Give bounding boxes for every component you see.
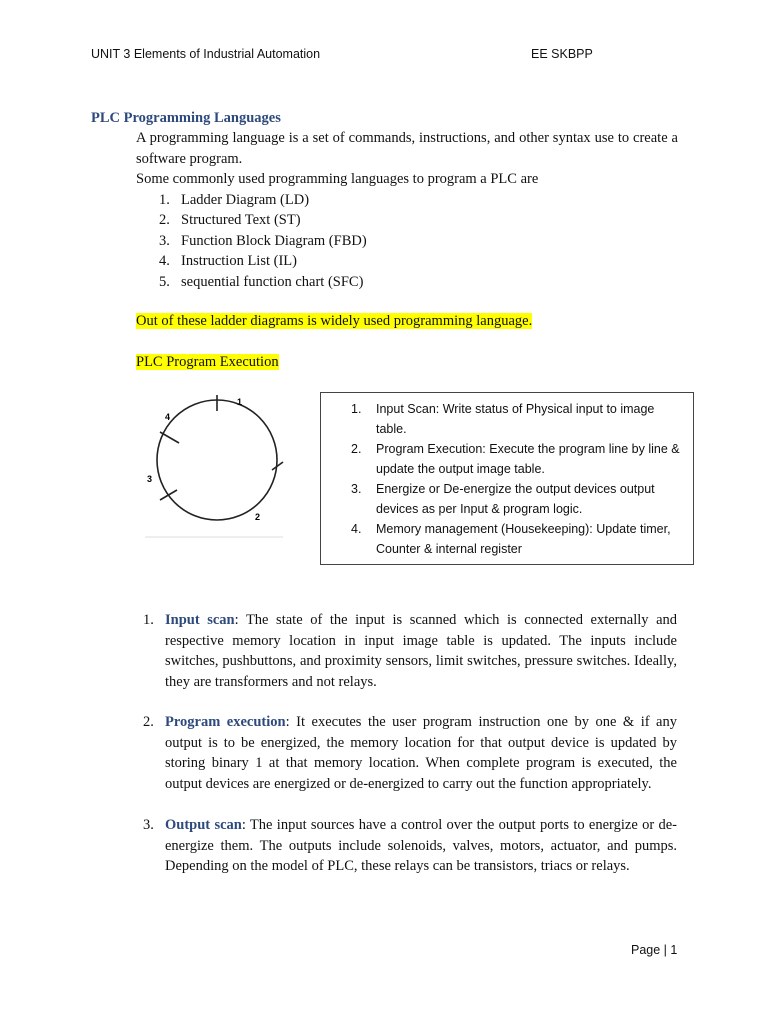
list-number: 2.: [143, 714, 154, 730]
execution-title-text: PLC Program Execution: [136, 354, 279, 370]
list-number: 2.: [159, 212, 170, 228]
list-number: 5.: [159, 273, 170, 290]
execution-title: [136, 354, 279, 371]
list-item-label: Energize or De-energize the output devices output devices as per Input & program logic.: [376, 482, 655, 516]
list-item: [351, 399, 686, 439]
tick-mark-3: [160, 490, 177, 500]
scan-cycle-diagram: [145, 392, 285, 538]
diagram-label-1: 1: [237, 397, 243, 407]
diagram-label-3: 3: [147, 474, 153, 484]
list-number: 1.: [143, 612, 154, 628]
list-number: 2.: [351, 442, 362, 456]
list-number: 1.: [159, 191, 170, 208]
list-item: [351, 479, 686, 519]
scan-steps-list: [351, 399, 686, 559]
detail-text: : It executes the user program instruction one by one & if any output is to be energized, the memory location for that output device is updated by storing binary 1 at that memory location. When complete program is executed, the output devices are energized or de-energized to carry out the function appropriately.: [165, 714, 677, 792]
detail-text: : The state of the input is scanned which is connected externally and respective memory location in input image table is updated. The inputs include switches, pushbuttons, and proximity sensors, limit switches, pressure switches. Ideally, they are transformers and not relays.: [165, 612, 677, 690]
header-author: EE SKBPP: [531, 47, 593, 61]
header-unit-title: UNIT 3 Elements of Industrial Automation: [91, 47, 321, 61]
list-number: 1.: [351, 402, 362, 416]
highlight-note-text: Out of these ladder diagrams is widely used programming language.: [136, 313, 533, 329]
detail-text: : The input sources have a control over the output ports to energize or de-energize them. The outputs include solenoids, valves, motors, actuator, and pumps. Depending on the model of PLC, these relays can be transistors, triacs or relays.: [165, 817, 677, 874]
detail-term: Program execution: [165, 714, 286, 730]
detail-term: Input scan: [165, 612, 235, 628]
detail-term: Output scan: [165, 817, 242, 833]
lead-paragraph: Some commonly used programming languages to program a PLC are: [136, 171, 539, 187]
list-item: [136, 190, 678, 211]
list-item-label: Ladder Diagram (LD): [181, 191, 310, 208]
list-item-label: Program Execution: Execute the program line by line & update the output image table.: [376, 442, 680, 476]
list-number: 3.: [351, 482, 362, 496]
list-item: [351, 439, 686, 479]
diagram-label-4: 4: [165, 412, 171, 422]
list-item-label: Instruction List (IL): [181, 253, 297, 269]
tick-mark-4: [160, 432, 179, 443]
list-item: [136, 210, 678, 231]
list-item-label: Input Scan: Write status of Physical input to image table.: [376, 402, 655, 436]
list-item: [136, 251, 678, 272]
list-item: [351, 519, 686, 559]
intro-block: [136, 128, 678, 292]
definition-paragraph: A programming language is a set of commands, instructions, and other syntax use to create a software program.: [136, 130, 678, 167]
languages-list: [136, 190, 678, 293]
list-item-label: Function Block Diagram (FBD): [181, 232, 367, 249]
scan-cycle-circle: [157, 400, 277, 520]
list-item: [136, 272, 678, 293]
page-number: Page | 1: [631, 943, 678, 957]
detail-input-scan: [143, 610, 677, 692]
list-item-label: sequential function chart (SFC): [181, 273, 364, 290]
list-item: [136, 231, 678, 252]
scan-steps-box: [320, 392, 694, 565]
detail-output-scan: [143, 815, 677, 877]
diagram-label-2: 2: [255, 512, 261, 522]
list-item-label: Structured Text (ST): [181, 212, 301, 228]
list-number: 3.: [143, 817, 154, 833]
list-number: 4.: [159, 253, 170, 269]
detail-program-execution: [143, 712, 677, 794]
list-number: 4.: [351, 522, 362, 536]
list-item-label: Memory management (Housekeeping): Update timer, Counter & internal register: [376, 522, 671, 556]
list-number: 3.: [159, 232, 170, 249]
section-title: PLC Programming Languages: [91, 110, 281, 126]
highlight-note: [136, 313, 532, 330]
